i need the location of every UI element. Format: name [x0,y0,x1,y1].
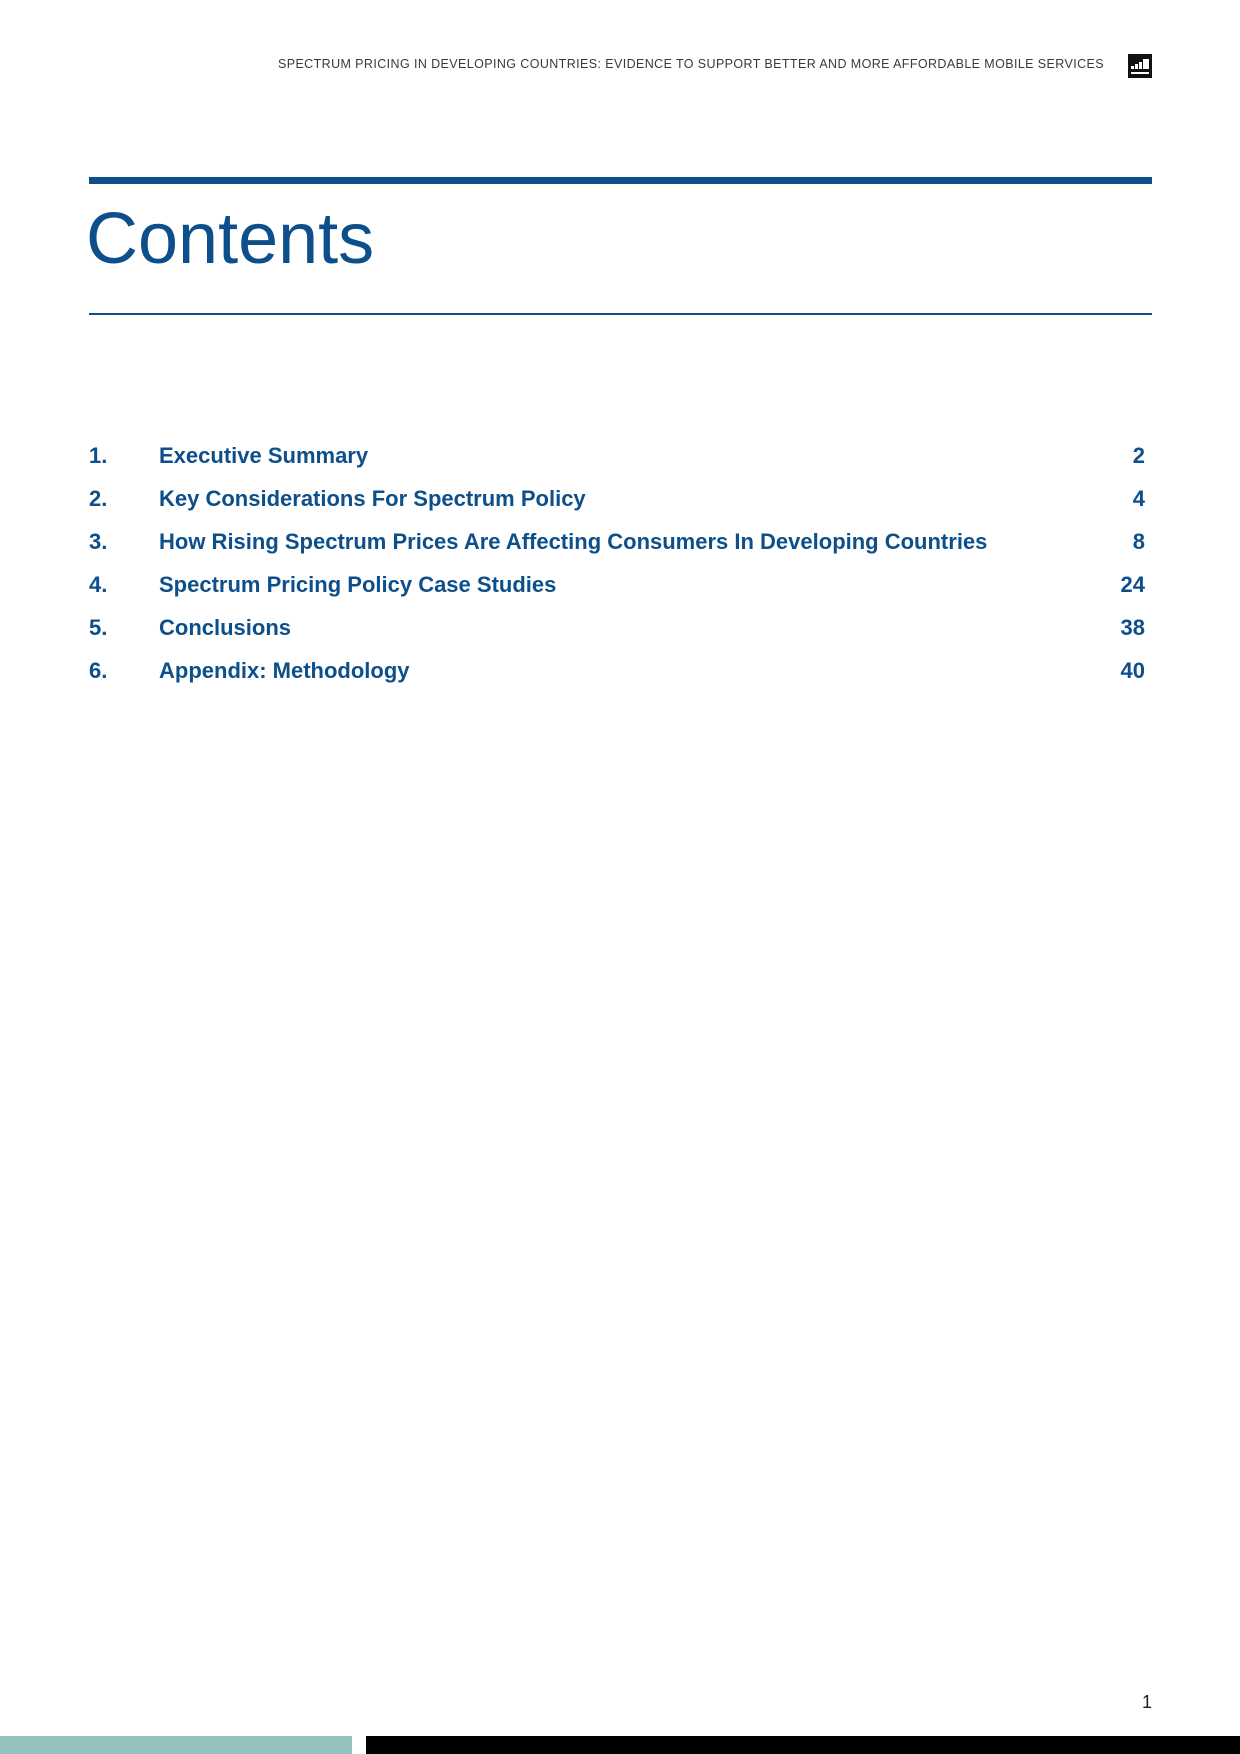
title-rule-top [89,177,1152,184]
footer-band-black [366,1736,1240,1754]
toc-title: How Rising Spectrum Prices Are Affecting Consumers In Developing Countries [159,529,988,554]
toc-page: 4 [1132,486,1145,511]
toc-number: 6. [89,658,108,683]
toc-number: 4. [89,572,108,597]
toc-title: Spectrum Pricing Policy Case Studies [159,572,557,597]
toc-page: 2 [1132,443,1145,468]
toc-page: 38 [1120,615,1145,640]
toc-page: 40 [1120,658,1145,683]
footer-band-teal [0,1736,352,1754]
page-title: Contents [86,199,375,279]
toc-page: 8 [1132,529,1145,554]
toc-number: 3. [89,529,108,554]
toc-entry-appendix[interactable] [89,658,1145,701]
gsma-logo-icon [1128,54,1152,78]
toc-number: 1. [89,443,108,468]
toc-entry-conclusions[interactable] [89,615,1145,658]
running-header: SPECTRUM PRICING IN DEVELOPING COUNTRIES: EVIDENCE TO SUPPORT BETTER AND MORE AFFORDABLE MOBILE SERVICES [277,57,1104,71]
toc-entry-executive-summary[interactable] [89,443,1145,486]
toc-title: Conclusions [159,615,292,640]
toc-title: Appendix: Methodology [159,658,410,683]
table-of-contents [89,443,1145,701]
title-rule-bottom [89,313,1152,315]
toc-number: 2. [89,486,108,511]
toc-entry-rising-spectrum-prices[interactable] [89,529,1145,572]
toc-entry-case-studies[interactable] [89,572,1145,615]
toc-entry-key-considerations[interactable] [89,486,1145,529]
page-number: 1 [1141,1692,1152,1712]
toc-number: 5. [89,615,108,640]
toc-title: Key Considerations For Spectrum Policy [159,486,586,511]
toc-title: Executive Summary [159,443,369,468]
toc-page: 24 [1120,572,1145,597]
